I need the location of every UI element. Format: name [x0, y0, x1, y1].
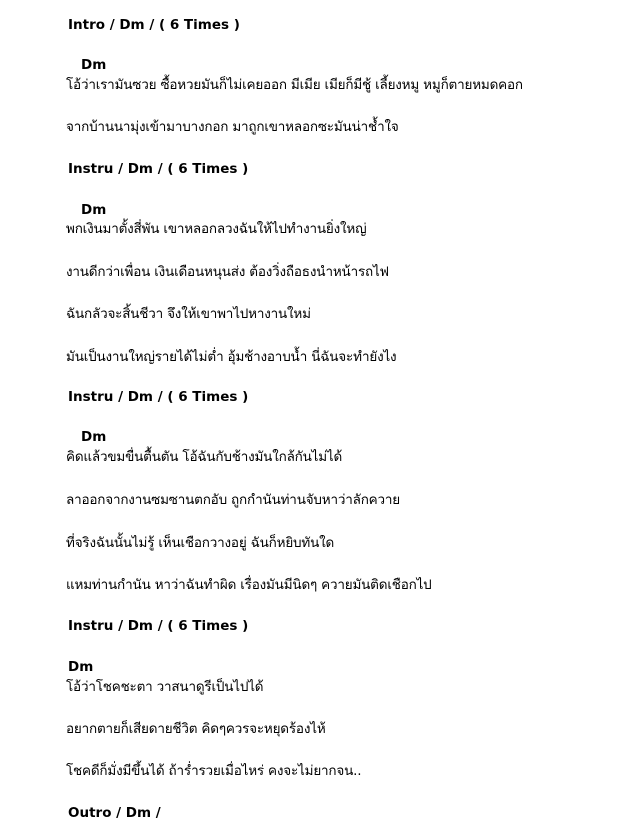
lyric-line: อยากตายก็เสียดายชีวิต คิดๆควรจะหยุดร้องไห้ [66, 721, 326, 737]
lyric-line: โอ้ว่าโชคชะตา วาสนาดูรีเป็นไปได้ [66, 679, 264, 695]
lyric-line: ฉันกลัวจะสิ้นชีวา จึงให้เขาพาไปหางานใหม่ [66, 306, 311, 322]
instru-header: Instru / Dm / ( 6 Times ) [68, 389, 249, 405]
instru-header: Instru / Dm / ( 6 Times ) [68, 161, 249, 177]
instru-header: Instru / Dm / ( 6 Times ) [68, 618, 249, 634]
lyric-line: มันเป็นงานใหญ่รายได้ไม่ต่ำ อุ้มช้างอาบน้ำ นี่ฉันจะทำยังไง [66, 349, 397, 365]
outro-header: Outro / Dm / [68, 805, 161, 821]
lyric-line: แหมท่านกำนัน หาว่าฉันทำผิด เรื่องมันมีนิดๆ ควายมันติดเชือกไป [66, 577, 432, 593]
lyric-line: โชคดีก็มั่งมีขึ้นได้ ถ้าร่ำรวยเมื่อไหร่ คงจะไม่ยากจน.. [66, 763, 362, 779]
chord-label: Dm [81, 429, 107, 445]
chord-label: Dm [68, 659, 94, 675]
lyric-line: งานดีกว่าเพื่อน เงินเดือนหนุนส่ง ต้องวิ่งถือธงนำหน้ารถไฟ [66, 264, 389, 280]
lyric-line: โอ้ว่าเรามันซวย ซื้อหวยมันก็ไม่เคยออก มีเมีย เมียก็มีชู้ เลี้ยงหมู หมูก็ตายหมดคอก [66, 77, 523, 93]
lyric-line: ที่จริงฉันนั้นไม่รู้ เห็นเชือกวางอยู่ ฉันก็หยิบทันใด [66, 535, 335, 551]
lyric-line: จากบ้านนามุ่งเข้ามาบางกอก มาถูกเขาหลอกซะมันน่าช้ำใจ [66, 119, 399, 135]
intro-header: Intro / Dm / ( 6 Times ) [68, 17, 240, 33]
lyric-line: คิดแล้วขมขื่นตื้นตัน โอ้ฉันกับช้างมันใกล้กันไม่ได้ [66, 449, 343, 465]
chord-label: Dm [81, 57, 107, 73]
lyric-line: พกเงินมาตั้งสี่พัน เขาหลอกลวงฉันให้ไปทำงานยิ่งใหญ่ [66, 221, 367, 237]
chord-label: Dm [81, 202, 107, 218]
lyric-line: ลาออกจากงานซมซานตกอับ ถูกกำนันท่านจับหาว่าลักควาย [66, 492, 400, 508]
